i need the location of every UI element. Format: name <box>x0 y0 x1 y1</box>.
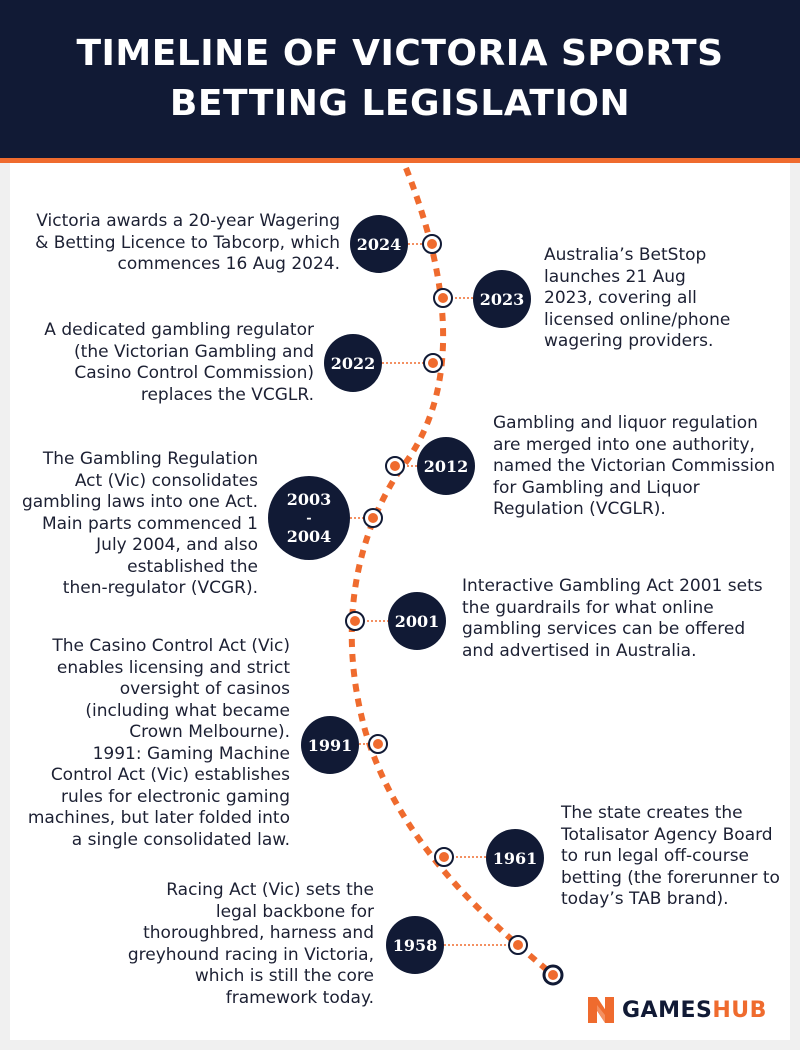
event-desc-line: enables licensing and strict <box>56 657 290 678</box>
event-desc-2001 <box>462 576 763 662</box>
event-desc-line: 1991: Gaming Machine <box>92 743 290 764</box>
event-desc-line: for Gambling and Liquor <box>493 477 700 498</box>
event-desc-line: Victoria awards a 20-year Wagering <box>36 211 340 231</box>
marker-1991 <box>369 735 387 753</box>
marker-2022 <box>424 354 442 372</box>
event-desc-line: are merged into one authority, <box>493 434 755 455</box>
event-desc-2003-2004 <box>22 449 258 600</box>
event-desc-line: Interactive Gambling Act 2001 sets <box>462 576 763 596</box>
event-desc-line: oversight of casinos <box>119 679 290 699</box>
event-desc-line: 2023, covering all <box>544 288 697 308</box>
event-desc-line: Australia’s BetStop <box>544 245 707 265</box>
event-desc-line: commences 16 Aug 2024. <box>117 254 340 274</box>
event-desc-line: established the <box>127 556 258 577</box>
logo-wordmark <box>622 998 767 1023</box>
event-desc-line: Gambling and liquor regulation <box>493 413 758 433</box>
event-desc-2022 <box>44 320 314 406</box>
event-desc-line: A dedicated gambling regulator <box>44 320 314 340</box>
event-desc-line: replaces the VCGLR. <box>140 384 314 405</box>
marker-2003-2004 <box>364 509 382 527</box>
year-badge-2024: 2024 <box>350 215 408 273</box>
event-desc-1958 <box>128 880 374 1009</box>
gameshub-logo-icon <box>588 997 614 1023</box>
event-desc-line: framework today. <box>225 987 374 1008</box>
event-desc-line: and advertised in Australia. <box>462 640 697 661</box>
logo-text-main: GAMES <box>622 997 713 1023</box>
event-desc-line: gambling services can be offered <box>462 619 746 639</box>
event-desc-line: to run legal off-course <box>561 846 750 866</box>
year-badge-1991: 1991 <box>301 716 359 774</box>
event-desc-line: (the Victorian Gambling and <box>74 341 314 362</box>
event-desc-line: Crown Melbourne). <box>129 722 290 742</box>
event-desc-line: Regulation (VCGLR). <box>493 499 666 519</box>
event-desc-line: thoroughbred, harness and <box>143 923 374 943</box>
year-badge-2003-2004-line-2: - <box>306 510 312 526</box>
event-desc-line: betting (the forerunner to <box>561 867 780 888</box>
year-badge-2003-2004 <box>268 476 350 560</box>
event-desc-line: launches 21 Aug <box>544 266 686 287</box>
event-desc-line: Control Act (Vic) establishes <box>50 765 290 785</box>
logo-text-accent: HUB <box>712 997 767 1023</box>
marker-2023 <box>434 289 452 307</box>
year-badge-2022: 2022 <box>324 334 382 392</box>
event-desc-line: Act (Vic) consolidates <box>74 470 258 491</box>
year-badge-1961: 1961 <box>486 829 544 887</box>
event-desc-line: The Casino Control Act (Vic) <box>52 636 290 656</box>
year-badge-2003-2004-line-3: 2004 <box>286 526 332 546</box>
event-desc-line: legal backbone for <box>215 901 374 922</box>
event-desc-line: today’s TAB brand). <box>561 889 729 909</box>
marker-1958 <box>509 936 527 954</box>
event-desc-line: (including what became <box>85 700 290 721</box>
marker-2024 <box>423 235 441 253</box>
event-desc-line: wagering providers. <box>544 331 714 351</box>
year-badge-2001: 2001 <box>388 592 446 650</box>
event-desc-1961 <box>561 803 780 911</box>
event-desc-line: then-regulator (VCGR). <box>62 578 258 598</box>
event-desc-2012 <box>493 413 775 521</box>
event-desc-line: which is still the core <box>194 966 374 986</box>
event-desc-line: Totalisator Agency Board <box>561 824 773 845</box>
event-desc-1991 <box>28 636 290 851</box>
event-desc-line: rules for electronic gaming <box>61 786 290 807</box>
event-desc-line: machines, but later folded into <box>27 808 290 828</box>
event-desc-line: Casino Control Commission) <box>74 363 314 383</box>
event-desc-line: named the Victorian Commission <box>493 456 776 476</box>
event-desc-line: The Gambling Regulation <box>42 449 258 469</box>
event-desc-2024 <box>35 211 340 276</box>
page-title-line-1: TIMELINE OF VICTORIA SPORTS <box>76 33 724 74</box>
event-desc-line: The state creates the <box>561 803 743 823</box>
event-desc-line: licensed online/phone <box>544 309 731 330</box>
event-desc-line: the guardrails for what online <box>462 597 714 618</box>
event-desc-line: July 2004, and also <box>96 535 258 555</box>
event-desc-line: Main parts commenced 1 <box>41 513 258 534</box>
marker-2012 <box>386 457 404 475</box>
year-badge-1958: 1958 <box>386 916 444 974</box>
marker-1961 <box>435 848 453 866</box>
event-desc-line: Racing Act (Vic) sets the <box>166 880 374 900</box>
event-desc-2023 <box>544 245 730 353</box>
marker-2001 <box>346 612 364 630</box>
year-badge-2003-2004-line-1: 2003 <box>286 489 332 509</box>
timeline-end-marker <box>544 966 562 984</box>
event-desc-line: greyhound racing in Victoria, <box>127 944 374 965</box>
year-badge-2012: 2012 <box>417 437 475 495</box>
year-badge-2023: 2023 <box>473 270 531 328</box>
event-desc-line: & Betting Licence to Tabcorp, which <box>35 232 340 253</box>
event-desc-line: a single consolidated law. <box>71 829 290 850</box>
event-desc-line: gambling laws into one Act. <box>21 492 258 512</box>
gameshub-logo <box>588 995 767 1025</box>
page-title-line-2: BETTING LEGISLATION <box>169 83 631 124</box>
